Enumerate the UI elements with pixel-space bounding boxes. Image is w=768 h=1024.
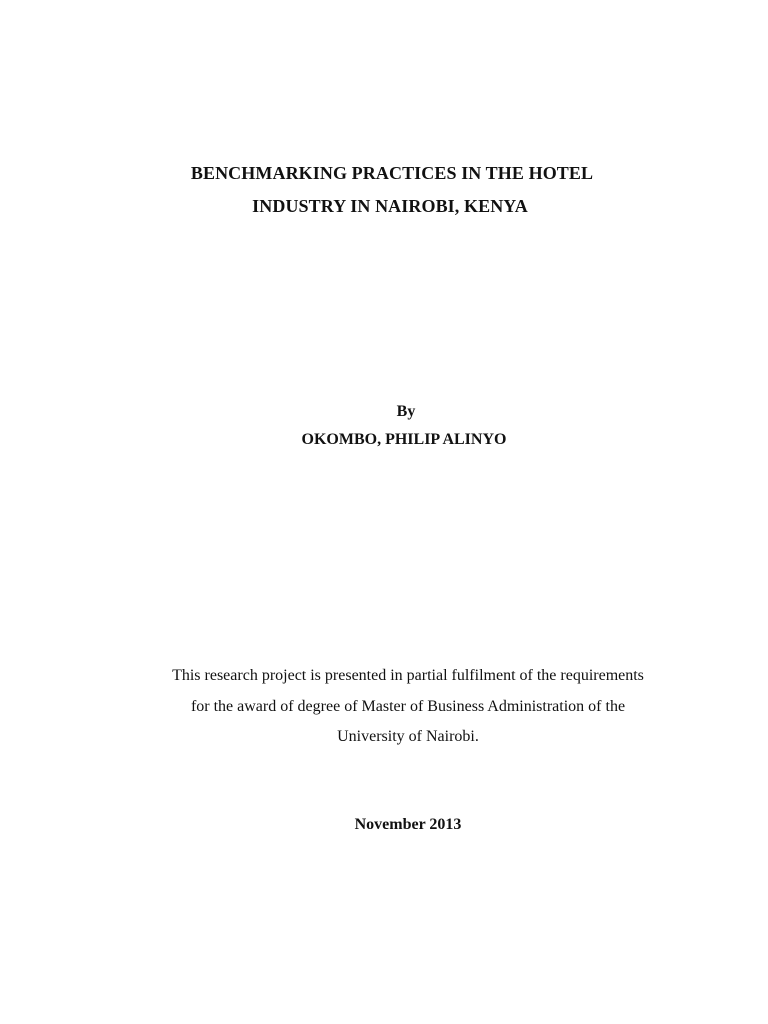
by-label: By (396, 403, 416, 420)
author-name: OKOMBO, PHILIP ALINYO (301, 431, 507, 448)
document-title-line-2: INDUSTRY IN NAIROBI, KENYA (252, 196, 528, 216)
statement-line-1: This research project is presented in partial fulfilment of the requirements (172, 667, 644, 684)
statement-line-3: University of Nairobi. (337, 728, 479, 745)
document-title-line-1: BENCHMARKING PRACTICES IN THE HOTEL (190, 163, 594, 183)
statement-line-2: for the award of degree of Master of Business Administration of the (190, 698, 626, 715)
submission-date: November 2013 (354, 816, 462, 833)
